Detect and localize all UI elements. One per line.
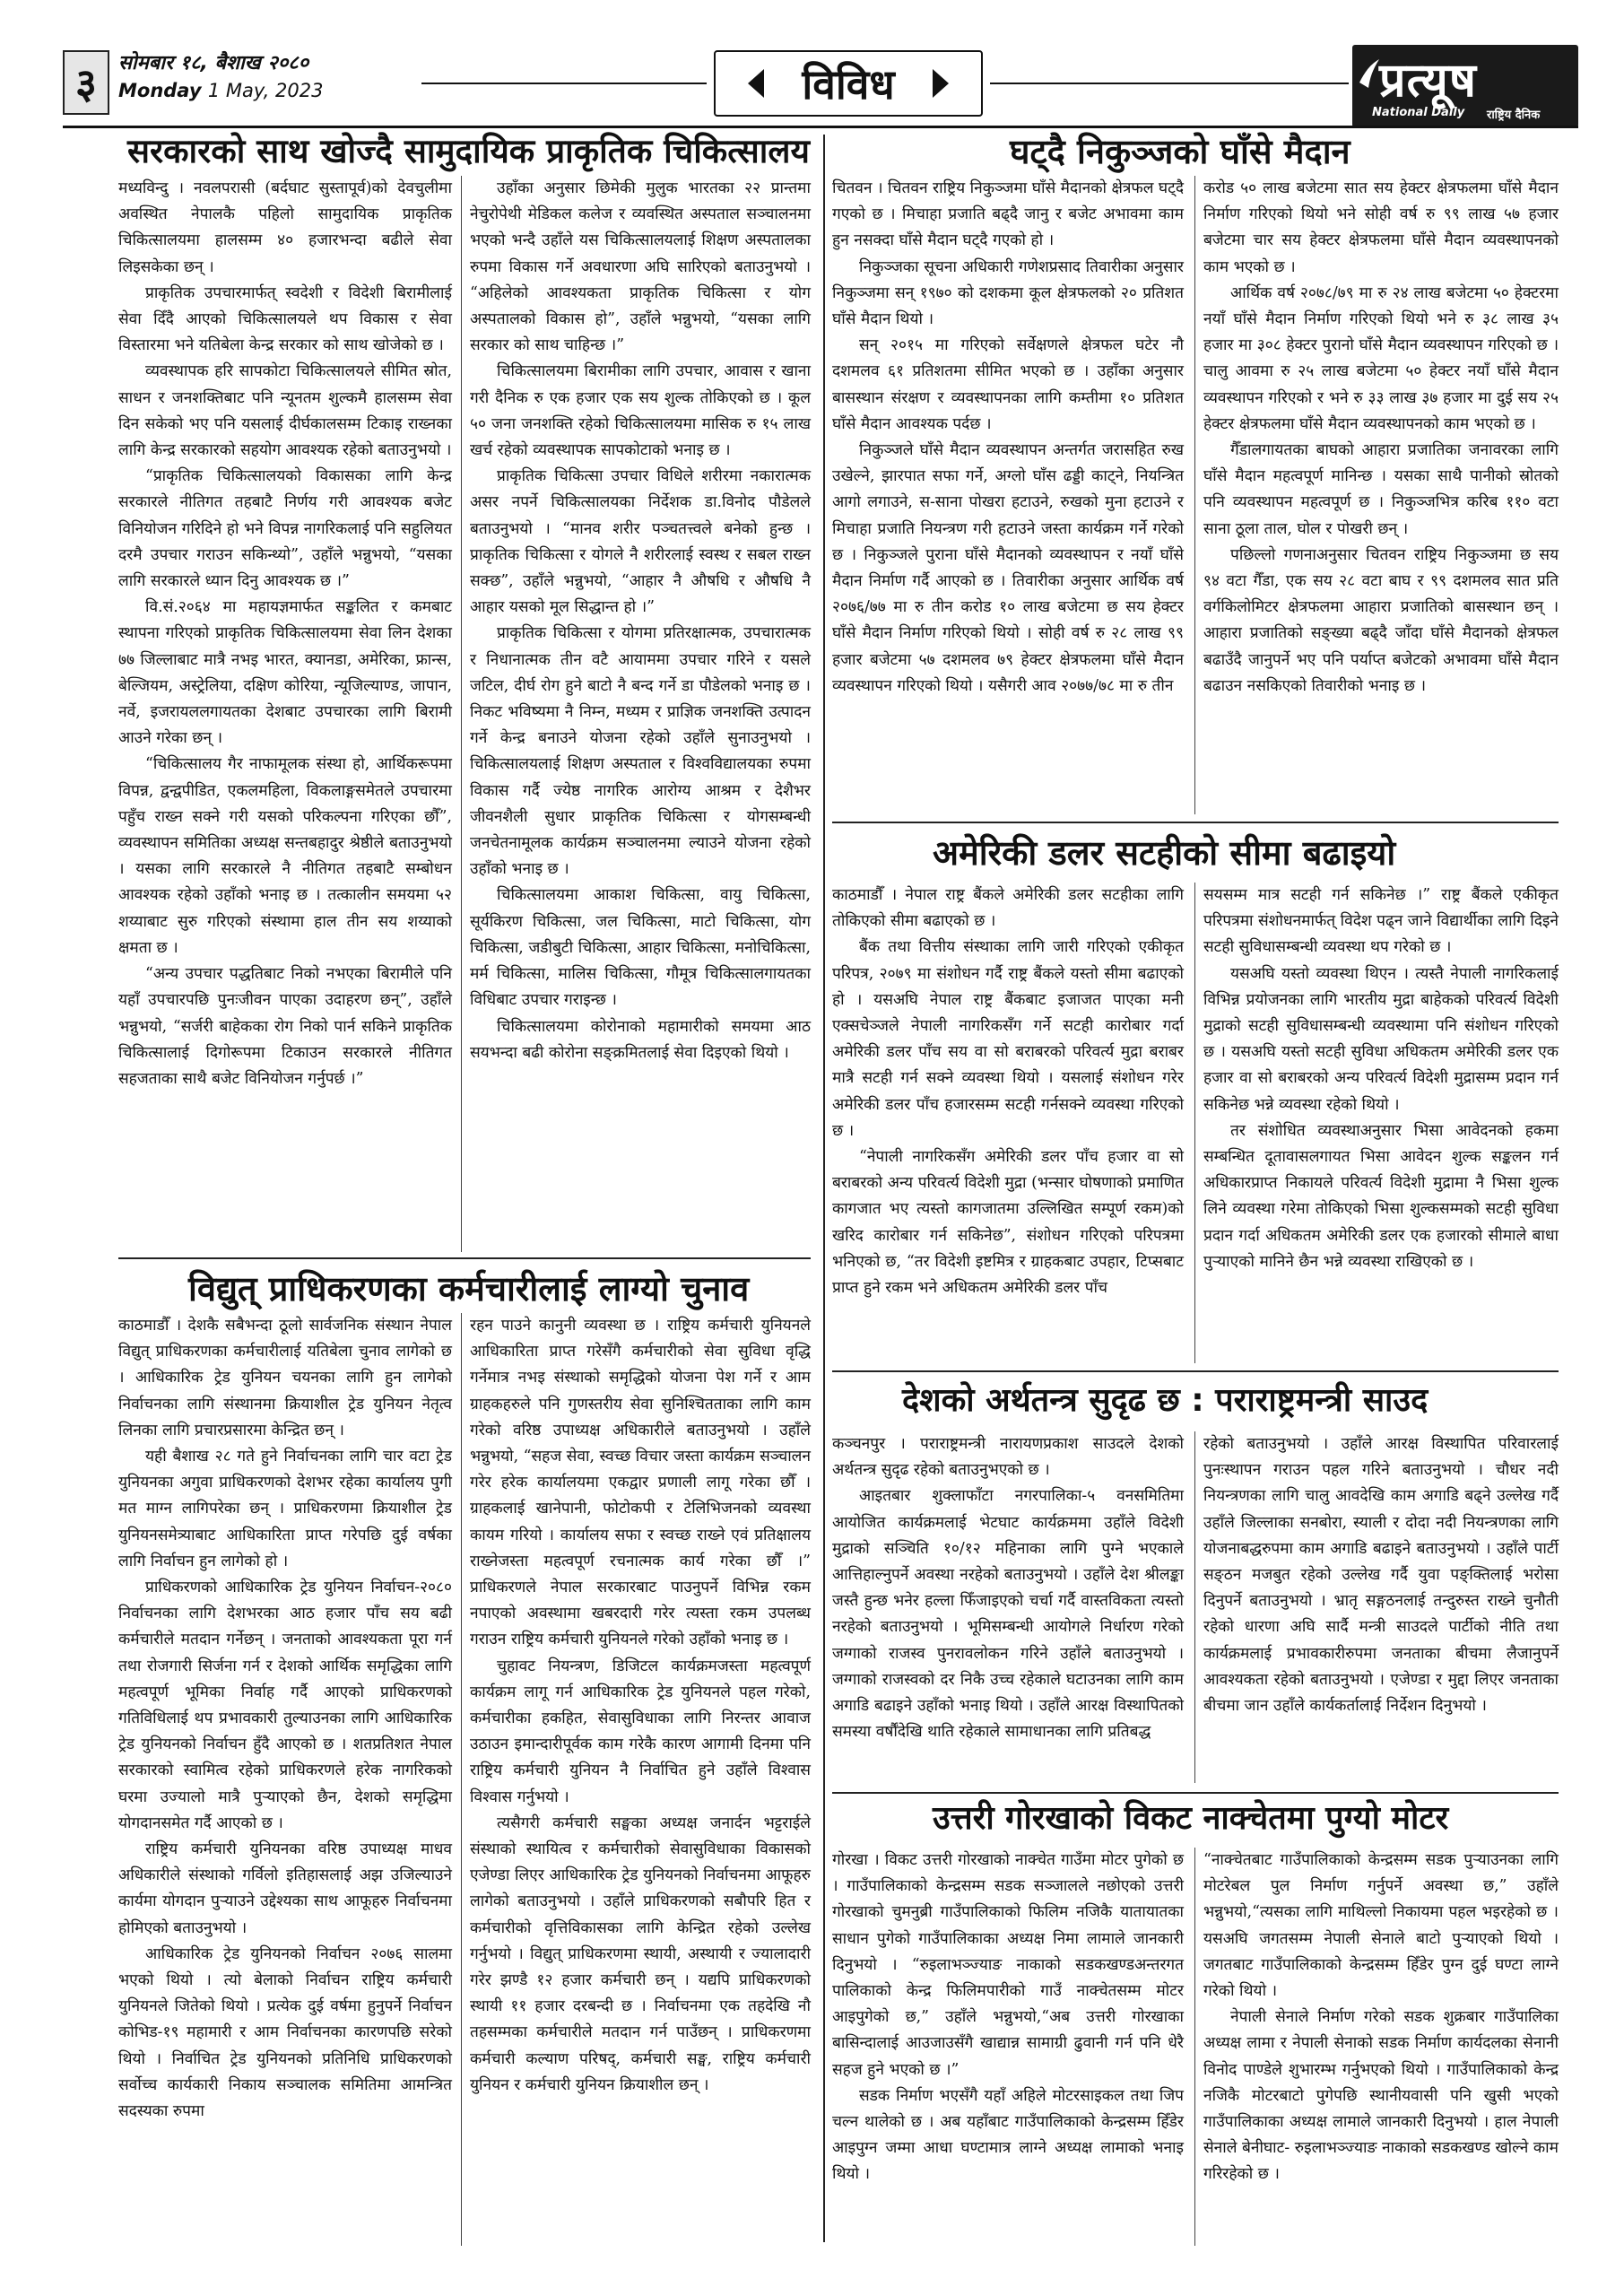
- headline-electricity: विद्युत् प्राधिकरणका कर्मचारीलाई लाग्यो चुनाव: [188, 1269, 750, 1309]
- headline-dollar: अमेरिकी डलर सटहीको सीमा बढाइयो: [933, 833, 1396, 873]
- paragraph: सयसम्म मात्र सटही गर्न सकिनेछ ।” राष्ट्र बैंकले एकीकृत परिपत्रमा संशोधनमार्फत् विदेश पढ्न जाने विद्यार्थीका लागि दिइने सटही सुविधासम्बन्धी व्यवस्था थप गरेको छ ।: [1203, 886, 1559, 957]
- paragraph: मध्यविन्दु । नवलपरासी (बर्दघाट सुस्तापूर्व)को देवचुलीमा अवस्थित नेपालकै पहिलो सामुदायिक प्राकृतिक चिकित्सालयमा हालसम्म ४० हजारभन्दा बढीले सेवा लिइसकेका छन् ।: [118, 179, 452, 276]
- column-divider: [1194, 1431, 1195, 1783]
- grassland-col-2: [1203, 176, 1559, 700]
- logo-tag-nepali: राष्ट्रिय दैनिक: [1487, 109, 1541, 122]
- paragraph: राष्ट्रिय कर्मचारी युनियनका वरिष्ठ उपाध्यक्ष माधव अधिकारीले संस्थाको गर्विलो इतिहासलाई अझ उजिल्याउने कार्यमा योगदान पुऱ्याउने उद्देश्यका साथ आफूहरु निर्वाचनमा होमिएको बताउनुभयो ।: [118, 1840, 452, 1937]
- paragraph: प्राकृतिक चिकित्सा र योगमा प्रतिरक्षात्मक, उपचारात्मक र निधानात्मक तीन वटै आयाममा उपचार गरिने र यसले जटिल, दीर्घ रोग हुने बाटो नै बन्द गर्ने डा पौडेलको भनाइ छ । निकट भविष्यमा नै निम्न, मध्यम र प्राज्ञिक जनशक्ति उत्पादन गर्ने केन्द्र बनाउने योजना रहेको उहाँले सुनाउनुभयो । चिकित्सालयलाई शिक्षण अस्पताल र विश्वविद्यालयका रुपमा विकास गर्दै ज्येष्ठ नागरिक आरोग्य आश्रम र देशैभर जीवनशैली सुधार प्राकृतिक चिकित्सा र योगसम्बन्धी जनचेतनामूलक कार्यक्रम सञ्चालनमा ल्याउने योजना रहेको उहाँको भनाइ छ ।: [470, 624, 811, 879]
- headline-clinic: सरकारको साथ खोज्दै सामुदायिक प्राकृतिक चिकित्सालय: [127, 132, 810, 170]
- clinic-col-1: [118, 176, 452, 1092]
- paragraph: त्यसैगरी कर्मचारी सङ्घका अध्यक्ष जनार्दन भट्टराईले संस्थाको स्थायित्व र कर्मचारीको सेवासुविधाका विकासको एजेण्डा लिएर आधिकारिक ट्रेड युनियनको निर्वाचनमा आफूहरु लागेको बताउनुभयो । उहाँले प्राधिकरणको सबौपरि हित र कर्मचारीको वृत्तिविकासका लागि केन्द्रित रहेको उल्लेख गर्नुभयो । विद्युत् प्राधिकरणमा स्थायी, अस्थायी र ज्यालादारी गरेर झण्डै १२ हजार कर्मचारी छन् । यद्यपि प्राधिकरणको स्थायी ११ हजार दरबन्दी छ । निर्वाचनमा एक तहदेखि नौ तहसम्मका कर्मचारीले मतदान गर्न पाउँछन् । प्राधिकरणमा कर्मचारी कल्याण परिषद्, कर्मचारी सङ्घ, राष्ट्रिय कर्मचारी युनियन र कर्मचारी युनियन क्रियाशील छन् ।: [470, 1813, 811, 2094]
- article-rule: [832, 1370, 1559, 1372]
- column-divider: [1194, 176, 1195, 814]
- paragraph: पछिल्लो गणनाअनुसार चितवन राष्ट्रिय निकुञ्जमा छ सय ९४ वटा गैँडा, एक सय २८ वटा बाघ र ९९ दशमलव सात प्रति वर्गकिलोमिटर क्षेत्रफलमा आहारा प्रजातिको बासस्थान छन् । आहारा प्रजातिको सङ्ख्या बढ्दै जाँदा घाँसे मैदानको क्षेत्रफल बढाउँदै जानुपर्ने भए पनि पर्याप्त बजेटको अभावमा घाँसे मैदान बढाउन नसकिएको तिवारीको भनाइ छ ।: [1203, 545, 1559, 695]
- paragraph: नेपाली सेनाले निर्माण गरेको सडक शुक्रबार गाउँपालिका अध्यक्ष लामा र नेपाली सेनाको सडक निर्माण कार्यदलका सेनानी विनोद पाण्डेले शुभारम्भ गर्नुभएको थियो । गाउँपालिकाको केन्द्र नजिकै मोटरबाटो पुगेपछि स्थानीयवासी पनि खुसी भएको गाउँपालिकाका अध्यक्ष लामाले जानकारी दिनुभयो । हाल नेपाली सेनाले बेनीघाट- रुइलाभञ्ज्याङ नाकाको सडकखण्ड खोल्ने काम गरिरहेको छ ।: [1203, 2008, 1559, 2184]
- gorkha-col-2: [1203, 1848, 1559, 2188]
- paragraph: तर संशोधित व्यवस्थाअनुसार भिसा आवेदनको हकमा सम्बन्धित दूतावासलगायत भिसा आवेदन शुल्क सङ्कलन गर्न अधिकारप्राप्त निकायले परिवर्त्य विदेशी मुद्रामा नै भिसा शुल्क लिने व्यवस्था गरेमा तोकिएको भिसा शुल्कसम्मको सटही सुविधा प्रदान गर्दा अधिकतम अमेरिकी डलर एक हजारको सीमाले बाधा पुऱ्याएको मानिने छैन भन्ने व्यवस्था राखिएको छ ।: [1203, 1121, 1559, 1271]
- economy-col-2: [1203, 1431, 1559, 1719]
- day-english: Monday: [118, 80, 202, 101]
- paragraph: काठमाडौँ । नेपाल राष्ट्र बैंकले अमेरिकी डलर सटहीका लागि तोकिएको सीमा बढाएको छ ।: [832, 886, 1184, 931]
- bird-icon: [1358, 56, 1381, 91]
- paragraph: व्यवस्थापक हरि सापकोटा चिकित्सालयले सीमित स्रोत, साधन र जनशक्तिबाट पनि न्यूनतम शुल्कमै हालसम्म सेवा दिन सकेको भए पनि यसलाई दीर्घकालसम्म टिकाइ राख्नका लागि केन्द्र सरकारको सहयोग आवश्यक रहेको बताउनुभयो ।: [118, 362, 452, 460]
- headline-grassland: घट्दै निकुञ्जको घाँसे मैदान: [1010, 132, 1350, 171]
- article-rule: [832, 1792, 1559, 1794]
- headline-economy: देशको अर्थतन्त्र सुदृढ छ : पराराष्ट्रमन्त्री साउद: [902, 1382, 1429, 1419]
- dateline: [118, 50, 405, 104]
- paragraph: उहाँका अनुसार छिमेकी मुलुक भारतका २२ प्रान्तमा नेचुरोपेथी मेडिकल कलेज र व्यवस्थित अस्पताल सञ्चालनमा भएको भन्दै उहाँले यस चिकित्सालयलाई शिक्षण अस्पतालका रुपमा विकास गर्ने अवधारणा अघि सारिएको बताउनुभयो । “अहिलेको आवश्यकता प्राकृतिक चिकित्सा र योग अस्पतालको विकास हो”, उहाँले भन्नुभयो, “यसका लागि सरकार को साथ चाहिन्छ ।”: [470, 179, 811, 355]
- paragraph: गैँडालगायतका बाघको आहारा प्रजातिका जनावरका लागि घाँसे मैदान महत्वपूर्ण मानिन्छ । यसका साथै पानीको स्रोतको पनि व्यवस्थापन महत्वपूर्ण छ । निकुञ्जभित्र करिब ११० वटा साना ठूला ताल, घोल र पोखरी छन् ।: [1203, 441, 1559, 538]
- logo-tag-english: National Daily: [1372, 106, 1465, 119]
- paragraph: सन् २०१५ मा गरिएको सर्वेक्षणले क्षेत्रफल घटेर नौ दशमलव ६१ प्रतिशतमा सीमित भएको छ । उहाँका अनुसार बासस्थान संरक्षण र व्यवस्थापनका लागि कम्तीमा १० प्रतिशत घाँसे मैदान आवश्यक पर्दछ ।: [832, 336, 1184, 433]
- article-rule: [832, 822, 1559, 823]
- paragraph: “नाक्चेतबाट गाउँपालिकाको केन्द्रसम्म सडक पुऱ्याउनका लागि मोटरेबल पुल निर्माण गर्नुपर्ने अवस्था छ,” उहाँले भन्नुभयो,“त्यसका लागि माथिल्लो निकायमा पहल भइरहेको छ । यसअघि जगतसम्म नेपाली सेनाले बाटो पुऱ्याएको थियो । जगतबाट गाउँपालिकाको केन्द्रसम्म हिँडेर पुग्न दुई घण्टा लाग्ने गरेको थियो ।: [1203, 1851, 1559, 2001]
- dollar-col-1: [832, 883, 1184, 1301]
- column-divider: [461, 1313, 462, 2246]
- paragraph: रहेको बताउनुभयो । उहाँले आरक्ष विस्थापित परिवारलाई पुनःस्थापन गराउन पहल गरिने बताउनुभयो । चौधर नदी नियन्त्रणका लागि चालु आवदेखि काम अगाडि बढ्ने उल्लेख गर्दै उहाँले जिल्लाका सनबोरा, स्याली र दोदा नदी नियन्त्रणका लागि योजनाबद्धरुपमा काम अगाडि बढाइने बताउनुभयो । उहाँले पार्टी सङ्ठन मजबुत रहेको उल्लेख गर्दै युवा पङ्क्तिलाई भरोसा दिनुपर्ने बताउनुभयो । भ्रातृ सङ्गठनलाई तन्दुरुस्त राख्ने चुनौती रहेको धारणा अघि सार्दै मन्त्री साउदले पार्टीको नीति तथा कार्यक्रमलाई प्रभावकारीरुपमा जनताका बीचमा लैजानुपर्ने आवश्यकता रहेको बताउनुभयो । एजेण्डा र मुद्दा लिएर जनताका बीचमा जान उहाँले कार्यकर्तालाई निर्देशन दिनुभयो ।: [1203, 1435, 1559, 1716]
- header-rule-right: [990, 83, 1349, 84]
- paragraph: करोड ५० लाख बजेटमा सात सय हेक्टर क्षेत्रफलमा घाँसे मैदान निर्माण गरिएको थियो भने सोही वर्ष रु ९९ लाख ५७ हजार बजेटमा चार सय हेक्टर क्षेत्रफलमा घाँसे मैदान व्यवस्थापनको काम भएको छ ।: [1203, 179, 1559, 276]
- page-center-divider: [823, 135, 825, 2242]
- paragraph: चिकित्सालयमा कोरोनाको महामारीको समयमा आठ सयभन्दा बढी कोरोना सङ्क्रमितलाई सेवा दिइएको थियो ।: [470, 1017, 811, 1062]
- paragraph: बैंक तथा वित्तीय संस्थाका लागि जारी गरिएको एकीकृत परिपत्र, २०७९ मा संशोधन गर्दै राष्ट्र बैंकले यस्तो सीमा बढाएको हो । यसअघि नेपाल राष्ट्र बैंकबाट इजाजत पाएका मनी एक्सचेञ्जले नेपाली नागरिकसँग गर्ने सटही कारोबार गर्दा अमेरिकी डलर पाँच सय वा सो बराबरको परिवर्त्य मुद्रा बराबर मात्रै सटही गर्न सक्ने व्यवस्था थियो । यसलाई संशोधन गरेर अमेरिकी डलर पाँच हजारसम्म सटही गर्नसक्ने व्यवस्था गरिएको छ ।: [832, 938, 1184, 1140]
- newspaper-logo: [1352, 45, 1578, 127]
- paragraph: चिकित्सालयमा बिरामीका लागि उपचार, आवास र खाना गरी दैनिक रु एक हजार एक सय शुल्क तोकिएको छ । कूल ५० जना जनशक्ति रहेको चिकित्सालयमा मासिक रु १५ लाख खर्च रहेको व्यवस्थापक सापकोटाको भनाइ छ ।: [470, 362, 811, 460]
- paragraph: सडक निर्माण भएसँगै यहाँ अहिले मोटरसाइकल तथा जिप चल्न थालेको छ । अब यहाँबाट गाउँपालिकाको केन्द्रसम्म हिँडेर आइपुग्न जम्मा आधा घण्टामात्र लाग्ने अध्यक्ष लामाको भनाइ थियो ।: [832, 2086, 1184, 2184]
- paragraph: निकुञ्जले घाँसे मैदान व्यवस्थापन अन्तर्गत जरासहित रुख उखेल्ने, झारपात सफा गर्ने, अग्लो घाँस ढड्डी काट्ने, नियन्त्रित आगो लगाउने, स-साना पोखरा हटाउने, रुखको मुना हटाउने र मिचाहा प्रजाति नियन्त्रण गरी हटाउने जस्ता कार्यक्रम गर्ने गरेको छ । निकुञ्जले पुराना घाँसे मैदानको व्यवस्थापन र नयाँ घाँसे मैदान निर्माण गर्दै आएको छ । तिवारीका अनुसार आर्थिक वर्ष २०७६/७७ मा रु तीन करोड १० लाख बजेटमा छ सय हेक्टर घाँसे मैदान निर्माण गरिएको थियो । सोही वर्ष रु २८ लाख ९९ हजार बजेटमा ५७ दशमलव ७९ हेक्टर क्षेत्रफलमा घाँसे मैदान व्यवस्थापन गरिएको थियो । यसैगरी आव २०७७/७८ मा रु तीन: [832, 441, 1184, 695]
- dollar-col-2: [1203, 883, 1559, 1275]
- paragraph: काठमाडौँ । देशकै सबैभन्दा ठूलो सार्वजनिक संस्थान नेपाल विद्युत् प्राधिकरणका कर्मचारीलाई यतिबेला चुनाव लागेको छ । आधिकारिक ट्रेड युनियन चयनका लागि हुन लागेको निर्वाचनका लागि संस्थानमा क्रियाशील ट्रेड युनियन नेतृत्व लिनका लागि प्रचारप्रसारमा केन्द्रित छन् ।: [118, 1317, 452, 1439]
- paragraph: रहन पाउने कानुनी व्यवस्था छ । राष्ट्रिय कर्मचारी युनियनले आधिकारिता प्राप्त गरेसँगै कर्मचारीको सेवा सुविधा वृद्धि गर्नेमात्र नभइ संस्थाको समृद्धिको योजना पेश गर्ने र आम ग्राहकहरुले पनि गुणस्तरीय सेवा सुनिश्चितताका लागि काम गरेको वरिष्ठ उपाध्यक्ष अधिकारीले बताउनुभयो । उहाँले भन्नुभयो, “सहज सेवा, स्वच्छ विचार जस्ता कार्यक्रम सञ्चालन गरेर हरेक कार्यालयमा एकद्वार प्रणाली लागू गरेका छौँ । ग्राहकलाई खानेपानी, फोटोकपी र टेलिभिजनको व्यवस्था कायम गरियो । कार्यालय सफा र स्वच्छ राख्ने एवं प्रतिक्षालय राख्नेजस्ता महत्वपूर्ण रचनात्मक कार्य गरेका छौँ ।” प्राधिकरणले नेपाल सरकारबाट पाउनुपर्ने विभिन्न रकम नपाएको अवस्थामा खबरदारी गरेर त्यस्ता रकम उपलब्ध गराउन राष्ट्रिय कर्मचारी युनियनले गरेको उहाँको भनाइ छ ।: [470, 1317, 811, 1649]
- gorkha-col-1: [832, 1848, 1184, 2188]
- paragraph: वि.सं.२०६४ मा महायज्ञमार्फत सङ्कलित र कमबाट स्थापना गरिएको प्राकृतिक चिकित्सालयमा सेवा लिन देशका ७७ जिल्लाबाट मात्रै नभइ भारत, क्यानडा, अमेरिका, फ्रान्स, बेल्जियम, अस्ट्रेलिया, दक्षिण कोरिया, न्यूजिल्याण्ड, जापान, नर्वे, इजरायललगायतका देशबाट उपचारका लागि बिरामी आउने गरेका छन् ।: [118, 598, 452, 748]
- paragraph: आधिकारिक ट्रेड युनियनको निर्वाचन २०७६ सालमा भएको थियो । त्यो बेलाको निर्वाचन राष्ट्रिय कर्मचारी युनियनले जितेको थियो । प्रत्येक दुई वर्षमा हुनुपर्ने निर्वाचन कोभिड-१९ महामारी र आम निर्वाचनका कारणपछि सरेको थियो । निर्वाचित ट्रेड युनियनको प्रतिनिधि प्राधिकरणको सर्वोच्च कार्यकारी निकाय सञ्चालक समितिमा आमन्त्रित सदस्यका रुपमा: [118, 1944, 452, 2121]
- paragraph: प्राकृतिक उपचारमार्फत् स्वदेशी र विदेशी बिरामीलाई सेवा दिँदै आएको चिकित्सालयले थप विकास र सेवा विस्तारमा भने यतिबेला केन्द्र सरकार को साथ खोजेको छ ।: [118, 283, 452, 355]
- paragraph: चुहावट नियन्त्रण, डिजिटल कार्यक्रमजस्ता महत्वपूर्ण कार्यक्रम लागू गर्न आधिकारिक ट्रेड युनियनले पहल गरेको, कर्मचारीका हकहित, सेवासुविधाका लागि निरन्तर आवाज उठाउन इमान्दारीपूर्वक काम गरेकै कारण आगामी दिनमा पनि राष्ट्रिय कर्मचारी युनियन नै निर्वाचित हुने उहाँले विश्वास विश्वास गर्नुभयो ।: [470, 1657, 811, 1806]
- electricity-col-2: [470, 1313, 811, 2099]
- paragraph: आर्थिक वर्ष २०७८/७९ मा रु २४ लाख बजेटमा ५० हेक्टरमा नयाँ घाँसे मैदान निर्माण गरिएको थियो भने रु ३८ लाख ३५ हजार मा ३०८ हेक्टर पुरानो घाँसे मैदान व्यवस्थापन गरिएको छ । चालु आवमा रु २५ लाख बजेटमा ५० हेक्टर नयाँ घाँसे मैदान व्यवस्थापन गरिएको र भने रु ३३ लाख ३७ हजार मा दुई सय २५ हेक्टर क्षेत्रफलमा घाँसे मैदान व्यवस्थापनको काम भएको छ ।: [1203, 283, 1559, 433]
- paragraph: गोरखा । विकट उत्तरी गोरखाको नाक्चेत गाउँमा मोटर पुगेको छ । गाउँपालिकाको केन्द्रसम्म सडक सञ्जालले नछोएको उत्तरी गोरखाको चुमनुब्री गाउँपालिकाको फिलिम नजिकै यातायातका साधान पुगेको गाउँपालिकाका अध्यक्ष निमा लामाले जानकारी दिनुभयो । “रुइलाभञ्ज्याङ नाकाको सडकखण्डअन्तरगत पालिकाको केन्द्र फिलिमपारीको गाउँ नाक्चेतसम्म मोटर आइपुगेको छ,” उहाँले भन्नुभयो,“अब उत्तरी गोरखाका बासिन्दालाई आउजाउसँगै खाद्यान्न सामाग्री ढुवानी गर्न पनि धेरै सहज हुने भएको छ ।”: [832, 1851, 1184, 2079]
- paragraph: चितवन । चितवन राष्ट्रिय निकुञ्जमा घाँसे मैदानको क्षेत्रफल घट्दै गएको छ । मिचाहा प्रजाति बढ्दै जानु र बजेट अभावमा काम हुन नसक्दा घाँसे मैदान घट्दै गएको हो ।: [832, 179, 1185, 250]
- electricity-col-1: [118, 1313, 452, 2125]
- paragraph: प्राधिकरणको आधिकारिक ट्रेड युनियन निर्वाचन-२०८० निर्वाचनका लागि देशभरका आठ हजार पाँच सय बढी कर्मचारीले मतदान गर्नेछन् । जनताको आवश्यकता पूरा गर्न तथा रोजगारी सिर्जना गर्न र देशको आर्थिक समृद्धिका लागि महत्वपूर्ण भूमिका निर्वाह गर्दै आएको प्राधिकरणको गतिविधिलाई थप प्रभावकारी तुल्याउनका लागि आधिकारिक ट्रेड युनियनको निर्वाचन हुँदै आएको छ । शतप्रतिशत नेपाल सरकारको स्वामित्व रहेको प्राधिकरणले हरेक नागरिकको घरमा उज्यालो मात्रै पुऱ्याएको छैन, देशको समृद्धिमा योगदानसमेत गर्दै आएको छ ।: [118, 1578, 452, 1832]
- column-divider: [1194, 1848, 1195, 2246]
- paragraph: “अन्य उपचार पद्धतिबाट निको नभएका बिरामीले पनि यहाँ उपचारपछि पुनःजीवन पाएका उदाहरण छन्”, उहाँले भन्नुभयो, “सर्जरी बाहेकका रोग निको पार्न सकिने प्राकृतिक चिकित्सालाई दिगोरूपमा टिकाउन सरकारले नीतिगत सहजताका साथै बजेट विनियोजन गर्नुपर्छ ।”: [118, 965, 452, 1088]
- masthead-rule: [63, 126, 1578, 128]
- paragraph: “नेपाली नागरिकसँग अमेरिकी डलर पाँच हजार वा सो बराबरको अन्य परिवर्त्य विदेशी मुद्रा (भन्सार घोषणाको प्रमाणित कागजात भए त्यस्तो कागजातमा उल्लिखित सम्पूर्ण रकम)को खरिद कारोबार गर्न सकिनेछ”, संशोधन गरिएको परिपत्रमा भनिएको छ, “तर विदेशी इष्टमित्र र ग्राहकबाट उपहार, टिप्सबाट प्राप्त हुने रकम भने अधिकतम अमेरिकी डलर पाँच: [832, 1148, 1184, 1298]
- grassland-col-1: [832, 176, 1184, 700]
- date-english: 1 May, 2023: [207, 80, 324, 101]
- paragraph: प्राकृतिक चिकित्सा उपचार विधिले शरीरमा नकारात्मक असर नपर्ने चिकित्सालयका निर्देशक डा.विनोद पौडेलले बताउनुभयो । “मानव शरीर पञ्चतत्त्वले बनेको हुन्छ । प्राकृतिक चिकित्सा र योगले नै शरीरलाई स्वस्थ र सबल राख्न सक्छ”, उहाँले भन्नुभयो, “आहार नै औषधि र औषधि नै आहार यसको मूल सिद्धान्त हो ।”: [470, 467, 811, 617]
- paragraph: चिकित्सालयमा आकाश चिकित्सा, वायु चिकित्सा, सूर्यकिरण चिकित्सा, जल चिकित्सा, माटो चिकित्सा, योग चिकित्सा, जडीबुटी चिकित्सा, आहार चिकित्सा, मनोचिकित्सा, मर्म चिकित्सा, मालिस चिकित्सा, गौमूत्र चिकित्सालगायतका विधिबाट उपचार गराइन्छ ।: [470, 886, 811, 1010]
- section-header: [714, 50, 983, 117]
- column-divider: [1194, 883, 1195, 1363]
- column-divider: [461, 176, 462, 1252]
- clinic-col-2: [470, 176, 811, 1066]
- paragraph: निकुञ्जका सूचना अधिकारी गणेशप्रसाद तिवारीका अनुसार निकुञ्जमा सन् १९७० को दशकमा कूल क्षेत्रफलको २० प्रतिशत घाँसे मैदान थियो ।: [832, 257, 1184, 329]
- header-rule-left: [421, 83, 707, 84]
- triangle-right-icon: [933, 69, 949, 98]
- economy-col-1: [832, 1431, 1184, 1745]
- date-english-line: [118, 77, 405, 104]
- article-rule: [118, 1257, 811, 1259]
- paragraph: यसअघि यस्तो व्यवस्था थिएन । त्यस्तै नेपाली नागरिकलाई विभिन्न प्रयोजनका लागि भारतीय मुद्रा बाहेकको परिवर्त्य विदेशी मुद्राको सटही सुविधासम्बन्धी व्यवस्थामा पनि संशोधन गरिएको छ । यसअघि यस्तो सटही सुविधा अधिकतम अमेरिकी डलर एक हजार वा सो बराबरको अन्य परिवर्त्य विदेशी मुद्रासम्म प्रदान गर्न सकिनेछ भन्ने व्यवस्था रहेको थियो ।: [1203, 964, 1559, 1114]
- page-number: ३: [63, 50, 109, 115]
- date-nepali: सोमबार १८, बैशाख २०८०: [118, 52, 309, 74]
- section-title: विविध: [802, 60, 895, 109]
- headline-gorkha: उत्तरी गोरखाको विकट नाक्चेतमा पुग्यो मोटर: [933, 1800, 1449, 1837]
- paragraph: यही बैशाख २८ गते हुने निर्वाचनका लागि चार वटा ट्रेड युनियनका अगुवा प्राधिकरणको देशभर रहेका कार्यालय पुगी मत माग्न लागिपरेका छन् । प्राधिकरणमा क्रियाशील ट्रेड युनियनसमेत्र्याबाट आधिकारिता प्राप्त गरेपछि दुई वर्षका लागि निर्वाचन हुन लागेको हो ।: [118, 1448, 452, 1570]
- paragraph: “चिकित्सालय गैर नाफामूलक संस्था हो, आर्थिकरूपमा विपन्न, द्वन्द्वपीडित, एकलमहिला, विकलाङ्गसमेतले उपचारमा पहुँच राख्न सक्ने गरी यसको परिकल्पना गरिएका छौँ”, व्यवस्थापन समितिका अध्यक्ष सन्तबहादुर श्रेष्ठीले बताउनुभयो । यसका लागि सरकारले नै नीतिगत तहबाटै सम्बोधन आवश्यक रहेको उहाँको भनाइ छ । तत्कालीन समयमा ५२ शय्याबाट सुरु गरिएको संस्थामा हाल तीन सय शय्याको क्षमता छ ।: [118, 755, 452, 957]
- logo-wordmark: प्रत्यूष: [1379, 54, 1477, 108]
- paragraph: आइतबार शुक्लाफाँटा नगरपालिका-५ वनसमितिमा आयोजित कार्यक्रमलाई भेटघाट कार्यक्रममा उहाँले विदेशी मुद्राको सञ्चिति १०/१२ महिनाका लागि पुग्ने भएकाले आत्तिहाल्नुपर्ने अवस्था नरहेको बताउनुभयो । उहाँले देश श्रीलङ्का जस्तै हुन्छ भनेर हल्ला फिँजाइएको चर्चा गर्दै वास्तविकता त्यस्तो नरहेको बताउनुभयो । भूमिसम्बन्धी आयोगले निर्धारण गरेको जग्गाको राजस्व पुनरावलोकन गरिने उहाँले बताउनुभयो । जग्गाको राजस्वको दर निकै उच्च रहेकाले घटाउनका लागि काम अगाडि बढाइने उहाँको भनाइ थियो । उहाँले आरक्ष विस्थापितको समस्या वर्षौंदेखि थाति रहेकाले सामाधानका लागि प्रतिबद्ध: [832, 1487, 1184, 1742]
- paragraph: “प्राकृतिक चिकित्सालयको विकासका लागि केन्द्र सरकारले नीतिगत तहबाटै निर्णय गरी आवश्यक बजेट विनियोजन गरिदिने हो भने विपन्न नागरिकलाई पनि सहुलियत दरमै उपचार गराउन सकिन्थ्यो”, उहाँले भन्नुभयो, “यसका लागि सरकारले ध्यान दिनु आवश्यक छ ।”: [118, 467, 452, 591]
- paragraph: कञ्चनपुर । पराराष्ट्रमन्त्री नारायणप्रकाश साउदले देशको अर्थतन्त्र सुदृढ रहेको बताउनुभएको छ ।: [832, 1435, 1184, 1480]
- triangle-left-icon: [748, 69, 764, 98]
